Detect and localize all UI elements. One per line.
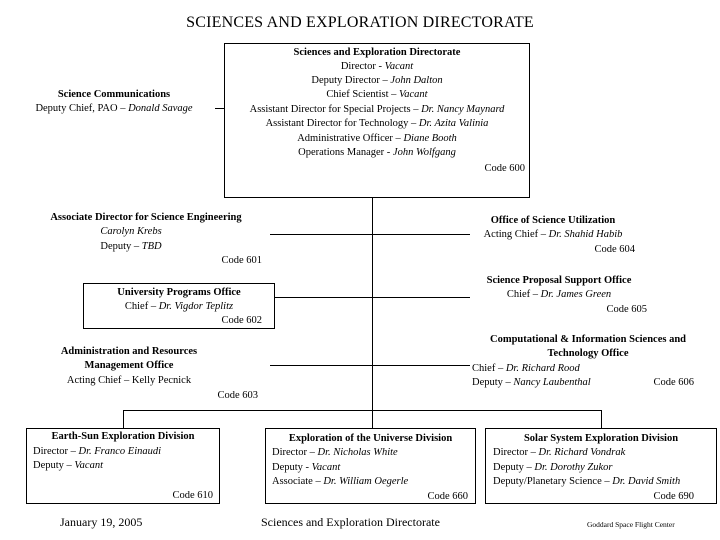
solar-code: Code 690 xyxy=(653,491,694,502)
solar-director: Director – Dr. Richard Vondrak xyxy=(493,447,626,458)
computational-chief: Chief – Dr. Richard Rood xyxy=(472,362,580,374)
connector-solar xyxy=(601,410,602,428)
connector-universe xyxy=(372,410,373,428)
admin-resources xyxy=(40,345,258,403)
university-title: University Programs Office xyxy=(117,287,241,298)
footer-date: January 19, 2005 xyxy=(60,515,143,529)
footer-center: Goddard Space Flight Center xyxy=(587,520,675,529)
directorate-box xyxy=(224,43,530,198)
page-title: SCIENCES AND EXPLORATION DIRECTORATE xyxy=(186,14,534,31)
footer-directorate: Sciences and Exploration Directorate xyxy=(261,515,440,529)
earth-sun-director: Director – Dr. Franco Einaudi xyxy=(33,446,162,457)
computational-title-2: Technology Office xyxy=(547,348,629,360)
connector-divisions-bar xyxy=(123,410,602,411)
connector-earth-sun xyxy=(123,410,124,428)
university-chief: Chief – Dr. Vigdor Teplitz xyxy=(124,301,234,312)
proposal-chief: Chief – Dr. James Green xyxy=(506,289,612,301)
admin-title-2: Management Office xyxy=(84,360,174,372)
earth-sun-code: Code 610 xyxy=(172,490,213,501)
computational-code: Code 606 xyxy=(653,376,694,388)
earth-sun-division-box xyxy=(26,428,220,504)
university-programs-box xyxy=(83,283,275,329)
associate-director xyxy=(30,211,262,268)
admin-title-1: Administration and Resources xyxy=(60,346,198,357)
connector-admin xyxy=(270,365,372,366)
solar-planetary: Deputy/Planetary Science – Dr. David Smith xyxy=(493,476,681,487)
directorate-line-technology: Assistant Director for Technology – Dr. Azita Valinia xyxy=(265,118,489,129)
universe-director: Director – Dr. Nicholas White xyxy=(272,447,398,458)
scicomm-deputy: Deputy Chief, PAO – Donald Savage xyxy=(35,103,193,115)
proposal-title: Science Proposal Support Office xyxy=(486,275,632,286)
admin-code: Code 603 xyxy=(217,389,258,401)
directorate-title: Sciences and Exploration Directorate xyxy=(293,47,461,58)
directorate-line-chief-scientist: Chief Scientist – Vacant xyxy=(326,89,428,100)
scicomm-title: Science Communications xyxy=(57,89,171,100)
connector-utilization xyxy=(372,234,470,235)
universe-deputy: Deputy - Vacant xyxy=(272,462,341,473)
universe-title: Exploration of the Universe Division xyxy=(288,433,453,444)
directorate-line-special-projects: Assistant Director for Special Projects – Dr. Nancy Maynard xyxy=(249,104,505,115)
assoc-name: Carolyn Krebs xyxy=(100,226,162,238)
earth-sun-deputy: Deputy – Vacant xyxy=(33,460,103,471)
science-communications xyxy=(14,88,214,117)
utilization-code: Code 604 xyxy=(594,243,635,255)
utilization-chief: Acting Chief – Dr. Shahid Habib xyxy=(483,229,623,241)
connector-university xyxy=(275,297,372,298)
universe-associate: Associate – Dr. William Oegerle xyxy=(272,476,409,487)
connector-trunk xyxy=(372,198,373,410)
universe-division-box xyxy=(265,428,476,504)
admin-chief: Acting Chief – Kelly Pecnick xyxy=(66,374,192,386)
directorate-code: Code 600 xyxy=(484,163,525,174)
assoc-title: Associate Director for Science Engineering xyxy=(50,212,242,223)
connector-proposal xyxy=(372,297,470,298)
solar-deputy: Deputy – Dr. Dorothy Zukor xyxy=(493,462,613,473)
utilization-title: Office of Science Utilization xyxy=(490,215,616,226)
solar-title: Solar System Exploration Division xyxy=(523,433,679,444)
computational-office xyxy=(470,333,706,390)
computational-deputy: Deputy – Nancy Laubenthal Code 606 xyxy=(470,376,706,390)
assoc-deputy: Deputy – TBD xyxy=(100,240,162,252)
university-code: Code 602 xyxy=(221,315,262,326)
computational-title-1: Computational & Information Sciences and xyxy=(489,334,686,345)
directorate-line-director: Director - Vacant xyxy=(340,61,414,72)
assoc-code: Code 601 xyxy=(221,254,262,266)
earth-sun-title: Earth-Sun Exploration Division xyxy=(51,431,195,442)
universe-code: Code 660 xyxy=(427,491,468,502)
solar-system-division-box xyxy=(485,428,717,504)
connector-scicomm xyxy=(215,108,224,109)
directorate-line-deputy: Deputy Director – John Dalton xyxy=(311,75,443,86)
connector-computational xyxy=(372,365,470,366)
directorate-line-admin-officer: Administrative Officer – Diane Booth xyxy=(297,133,457,144)
directorate-line-operations: Operations Manager - John Wolfgang xyxy=(298,147,456,158)
proposal-code: Code 605 xyxy=(606,303,647,315)
proposal-support xyxy=(470,274,648,317)
science-utilization xyxy=(470,214,636,257)
connector-assoc xyxy=(270,234,372,235)
